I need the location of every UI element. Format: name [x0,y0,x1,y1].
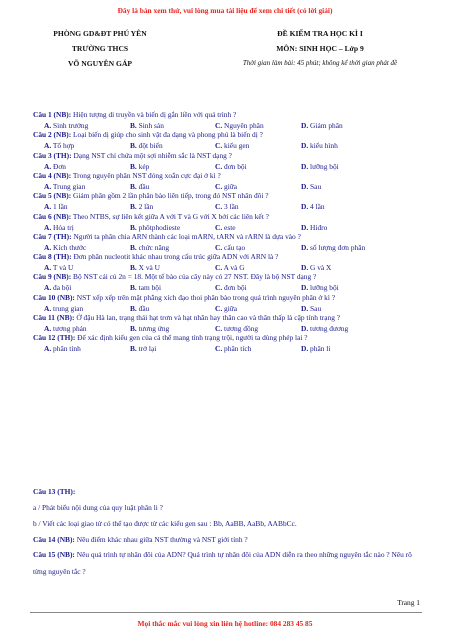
question-13 [33,487,75,496]
question-3-option-a [44,162,66,171]
option-text: Sau [310,181,322,191]
question-text: Loại biến dị giúp cho sinh vật đa dạng và phong phú là biến dị ? [71,130,263,140]
question-text: NST xếp xếp trên mặt phẳng xích đạo thoi phân bào trong quá trình nguyên phân ở kì ? [74,292,336,302]
footer-divider [30,612,422,613]
option-text: kiểu hình [310,141,338,151]
question-5-option-b [130,202,153,211]
question-text: Người ta phân chia ARN thành các loại mARN, tARN và rARN là dựa vào ? [71,231,301,241]
option-text: cấu tạo [224,242,246,252]
question-3-option-b [130,162,149,171]
question-6-option-b [130,223,180,232]
question-11 [33,313,340,322]
header-school-type: TRƯỜNG THCS [71,44,129,53]
option-text: tương ứng [138,324,170,333]
bottom-banner: Mọi thắc mắc vui lòng xin liên hệ hotline: 084 283 45 85 [137,619,313,628]
question-3-option-c [215,162,247,171]
option-text: T và U [52,263,74,273]
option-letter: A. [44,121,52,130]
option-text: G và X [310,263,332,273]
option-letter: C. [215,283,223,293]
option-letter: A. [44,222,52,232]
question-12-option-c [215,344,251,353]
option-letter: B. [130,141,137,151]
option-text: đa bội [53,283,72,293]
option-letter: B. [130,283,137,293]
question-10-option-b [130,304,149,313]
question-15 [33,546,423,580]
question-9 [33,272,316,281]
question-3 [33,151,232,160]
option-letter: A. [44,303,52,313]
option-letter: B. [130,121,137,130]
option-text: 2 lần [138,202,154,212]
option-text: đầu [138,303,150,313]
question-14-label: Câu 14 (NB): [33,535,75,544]
question-11-option-a [44,324,87,333]
question-1-option-b [130,121,164,130]
question-7-option-b [130,243,169,252]
question-6 [33,212,269,221]
option-letter: B. [130,181,137,191]
option-letter: C. [215,303,223,313]
option-text: X và U [138,263,160,273]
option-text: kiểu gen [224,141,250,151]
option-text: đơn bội [224,283,247,293]
question-text: Ở đậu Hà lan, trạng thái hạt trơn và hạt nhăn hay thân cao và thân thấp là cặp tính trạng ? [74,313,341,322]
page-number: Trang 1 [397,598,420,607]
option-text: Hiđro [310,222,328,232]
question-6-option-c [215,223,236,232]
question-6-option-a [44,223,74,232]
question-label: Câu 6 (NB): [33,211,72,221]
option-text: Sau [310,303,322,313]
option-text: Trung gian [52,181,86,191]
option-letter: C. [215,161,223,171]
header-department: PHÒNG GD&ĐT PHÚ YÊN [53,29,147,38]
question-13-part-b: b / Viết các loại giao tử có thể tạo được từ các kiểu gen sau : Bb, AaBB, AaBb, AABbCc. [33,519,297,528]
question-text: Dạng NST chỉ chứa một sợi nhiễm sắc là NST dạng ? [71,150,232,160]
question-text: Trong nguyên phân NST đóng xoắn cực đại ở kì ? [71,170,221,180]
option-text: 1 lần [53,202,68,212]
option-text: chức năng [138,242,170,252]
question-12-option-b [130,344,156,353]
question-4-option-a [44,182,85,191]
question-8-option-b [130,263,160,272]
question-11-option-d [301,324,348,333]
option-text: số lượng đơn phân [310,242,366,252]
option-text: phân tích [224,344,252,354]
option-text: tương đồng [224,324,259,333]
option-letter: C. [215,263,223,273]
question-text: Đơn phân nucleotit khác nhau trong cấu trúc giữa ADN với ARN là ? [71,252,279,262]
option-text: lưỡng bội [310,283,339,293]
question-label: Câu 9 (NB): [33,272,72,282]
option-text: Giảm phân [310,121,343,130]
option-text: trở lại [138,344,157,354]
question-9-option-c [215,283,247,292]
question-text: Để xác định kiểu gen của cá thể mang tính trạng trội, người ta dùng phép lai ? [75,333,308,343]
question-9-option-b [130,283,161,292]
option-letter: B. [130,303,137,313]
question-13-part-a: a / Phát biểu nội dung của quy luật phân li ? [33,503,163,512]
question-text: Bộ NST cải củ 2n = 18. Một tế bào của cây này có 27 NST. Đây là bộ NST dạng ? [71,272,317,282]
question-10-option-c [215,304,237,313]
option-letter: D. [301,324,309,333]
question-8 [33,252,278,261]
option-text: tương phản [53,324,87,333]
option-letter: C. [215,202,223,212]
question-8-option-d [301,263,331,272]
option-letter: A. [44,242,52,252]
question-7-option-c [215,243,245,252]
question-2 [33,130,263,139]
question-9-option-a [44,283,71,292]
option-text: tương đương [310,324,349,333]
exam-subject: MÔN: SINH HỌC – Lớp 9 [276,44,364,53]
option-letter: A. [44,324,52,333]
question-11-option-c [215,324,258,333]
question-10 [33,293,335,302]
question-label: Câu 4 (NB): [33,170,72,180]
option-text: phôtphodieste [138,222,181,232]
option-letter: A. [44,161,52,171]
option-text: A và G [223,263,245,273]
option-letter: D. [301,141,309,151]
option-letter: C. [215,222,223,232]
option-text: 3 lần [224,202,239,212]
option-letter: C. [215,181,223,191]
option-letter: D. [301,222,309,232]
question-4 [33,171,221,180]
question-1 [33,110,236,119]
option-text: Sinh trưởng [53,121,89,130]
question-label: Câu 8 (TH): [33,252,72,262]
option-letter: C. [215,121,223,130]
question-14-text: Nêu điểm khác nhau giữa NST thường và NST giới tính ? [74,535,248,544]
option-text: đột biến [138,141,163,151]
question-3-option-d [301,162,339,171]
option-letter: A. [44,181,52,191]
option-text: kép [138,161,150,171]
option-text: Kích thước [53,242,87,252]
option-text: giữa [224,181,238,191]
question-10-option-a [44,304,83,313]
question-1-option-d [301,121,343,130]
option-text: Hóa trị [53,222,74,232]
question-label: Câu 11 (NB): [33,313,75,322]
question-label: Câu 12 (TH): [33,333,76,343]
exam-time: Thời gian làm bài: 45 phút; không kể thời gian phát đề [242,59,398,67]
question-13-label: Câu 13 (TH): [33,487,76,496]
option-text: phân li [310,344,331,354]
question-5-option-d [301,202,325,211]
question-8-option-a [44,263,73,272]
option-text: lưỡng bội [310,161,339,171]
question-label: Câu 10 (NB): [33,292,75,302]
option-letter: D. [301,181,309,191]
option-letter: D. [301,202,309,212]
question-12 [33,333,308,342]
option-letter: C. [215,242,223,252]
question-2-option-b [130,141,163,150]
option-letter: A. [44,344,52,354]
question-11-option-b [130,324,169,333]
option-text: Đơn [53,161,66,171]
option-letter: D. [301,121,309,130]
header-school-name: VÕ NGUYÊN GÁP [67,59,133,68]
question-label: Câu 3 (TH): [33,150,72,160]
option-text: este [224,222,236,232]
option-letter: B. [130,344,137,354]
option-letter: B. [130,324,137,333]
question-7 [33,232,301,241]
option-letter: A. [44,283,52,293]
question-text: Hiện tượng di truyền và biến dị gắn liền với quá trình ? [71,110,237,119]
option-letter: B. [130,161,137,171]
question-4-option-b [130,182,149,191]
option-text: Tổ hợp [52,141,75,151]
option-text: Nguyên phân [224,121,264,130]
question-12-option-a [44,344,81,353]
question-4-option-d [301,182,321,191]
question-14 [33,535,248,544]
question-8-option-c [215,263,245,272]
question-6-option-d [301,223,327,232]
option-letter: D. [301,344,309,354]
option-letter: C. [215,324,223,333]
option-letter: D. [301,303,309,313]
question-2-option-a [44,141,74,150]
question-text: Theo NTBS, sự liên kết giữa A với T và G với X bởi các liên kết ? [71,211,269,221]
option-text: đơn bội [224,161,247,171]
question-2-option-c [215,141,249,150]
option-letter: A. [44,202,52,212]
question-1-option-c [215,121,264,130]
question-2-option-d [301,141,338,150]
question-text: Giảm phân gồm 2 lần phân bào liên tiếp, trong đó NST nhân đôi ? [71,191,269,201]
option-letter: D. [301,283,309,293]
option-letter: B. [130,263,137,273]
option-letter: B. [130,242,137,252]
question-label: Câu 7 (TH): [33,231,72,241]
option-letter: B. [130,222,137,232]
question-label: Câu 5 (NB): [33,191,72,201]
question-5 [33,191,269,200]
option-letter: A. [44,141,52,151]
option-text: giữa [224,303,238,313]
question-4-option-c [215,182,237,191]
option-letter: D. [301,161,309,171]
question-12-option-d [301,344,330,353]
question-15-text: Nêu quá trình tự nhân đôi của ADN? Quá trình tự nhân đôi của ADN diễn ra theo những nguyên tắc nào ? Nêu rõ từng nguyên tắc ? [33,550,412,576]
exam-title: ĐỀ KIỂM TRA HỌC KÌ I [277,29,363,38]
question-10-option-d [301,304,321,313]
option-letter: A. [44,263,52,273]
question-5-option-c [215,202,239,211]
option-letter: C. [215,141,223,151]
option-text: Sinh sản [138,121,164,130]
question-9-option-d [301,283,339,292]
option-letter: D. [301,242,309,252]
question-15-label: Câu 15 (NB): [33,550,75,559]
top-banner: Đây là bản xem thử, vui lòng mua tài liệu để xem chi tiết (có lời giải) [117,6,333,15]
option-letter: B. [130,202,137,212]
question-1-option-a [44,121,88,130]
option-text: phân tính [53,344,81,354]
question-7-option-d [301,243,365,252]
question-7-option-a [44,243,86,252]
option-text: đầu [138,181,150,191]
option-letter: C. [215,344,223,354]
question-label: Câu 1 (NB): [33,110,72,119]
question-label: Câu 2 (NB): [33,130,72,140]
option-text: trung gian [53,303,84,313]
option-text: 4 lần [310,202,325,212]
option-text: tam bội [138,283,162,293]
option-letter: D. [301,263,309,273]
question-5-option-a [44,202,68,211]
